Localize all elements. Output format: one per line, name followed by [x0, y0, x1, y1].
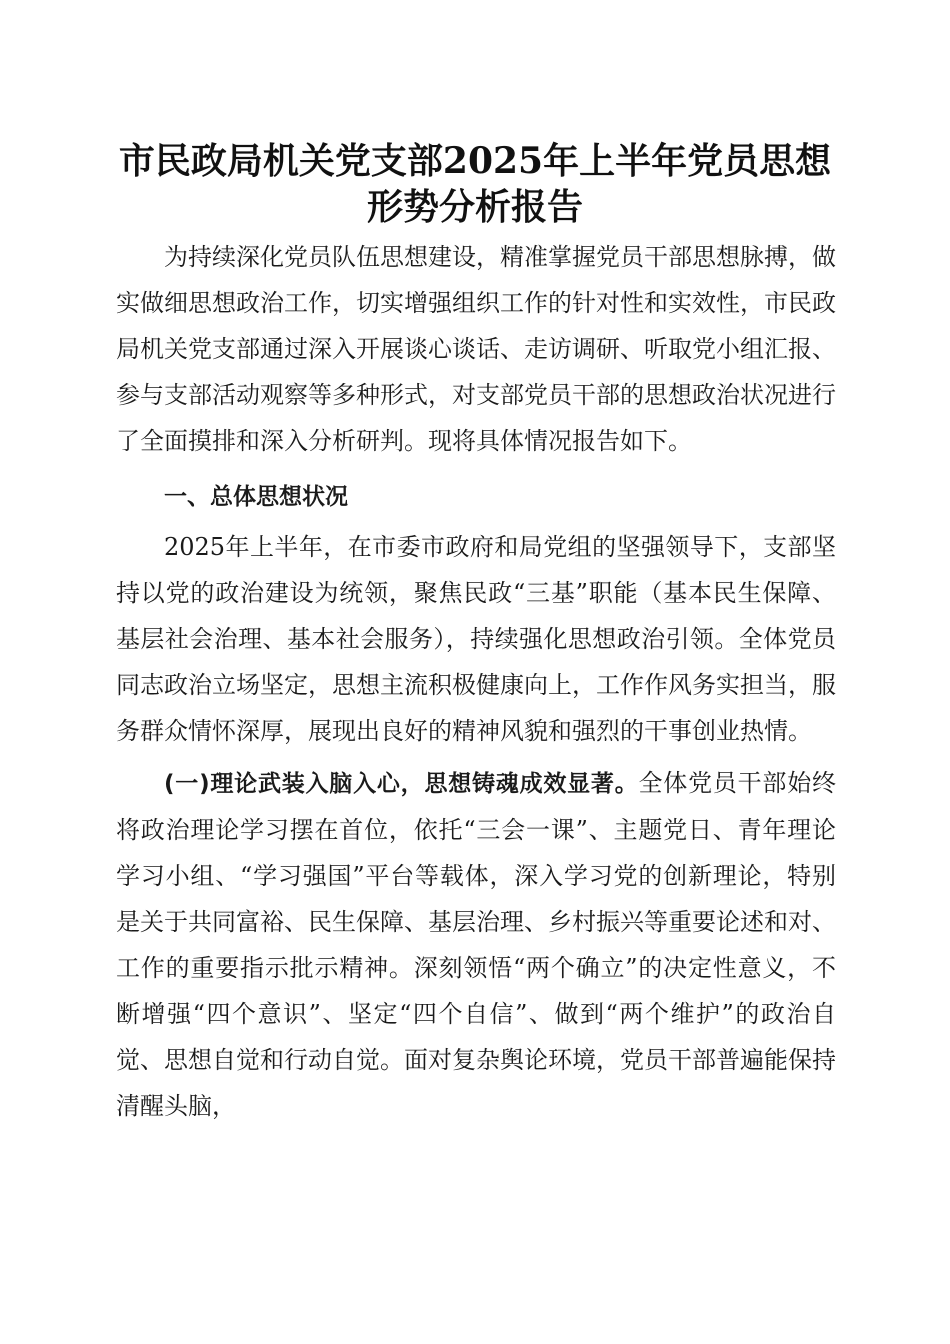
intro-paragraph: 为持续深化党员队伍思想建设，精准掌握党员干部思想脉搏，做实做细思想政治工作，切实增强组织工作的针对性和实效性，市民政局机关党支部通过深入开展谈心谈话、走访调研、听取党小组汇报、参与支部活动观察等多种形式，对支部党员干部的思想政治状况进行了全面摸排和深入分析研判。现将具体情况报告如下。 [116, 243, 836, 455]
document-title-line1: 市民政局机关党支部2025年上半年党员思想 [118, 140, 832, 182]
subsection-lead-theory: (一)理论武装入脑入心，思想铸魂成效显著。 [164, 771, 639, 797]
subsection-paragraph-theory [116, 760, 836, 1129]
section-paragraph-overall: 2025年上半年，在市委市政府和局党组的坚强领导下，支部坚持以党的政治建设为统领，聚焦民政“三基”职能（基本民生保障、基层社会治理、基本社会服务），持续强化思想政治引领。全体党员同志政治立场坚定，思想主流积极健康向上，工作作风务实担当，服务群众情怀深厚，展现出良好的精神风貌和强烈的干事创业热情。 [116, 533, 836, 745]
subsection-text-theory: 全体党员干部始终将政治理论学习摆在首位，依托“三会一课”、主题党日、青年理论学习小组、“学习强国”平台等载体，深入学习党的创新理论，特别是关于共同富裕、民生保障、基层治理、乡村振兴等重要论述和对、工作的重要指示批示精神。深刻领悟“两个确立”的决定性意义，不断增强“四个意识”、坚定“四个自信”、做到“两个维护”的政治自觉、思想自觉和行动自觉。面对复杂舆论环境，党员干部普遍能保持清醒头脑， [116, 769, 836, 1120]
section-heading-overall: 一、总体思想状况 [164, 484, 348, 510]
document-body [116, 234, 836, 1129]
document-title-line2: 形势分析报告 [366, 186, 583, 228]
